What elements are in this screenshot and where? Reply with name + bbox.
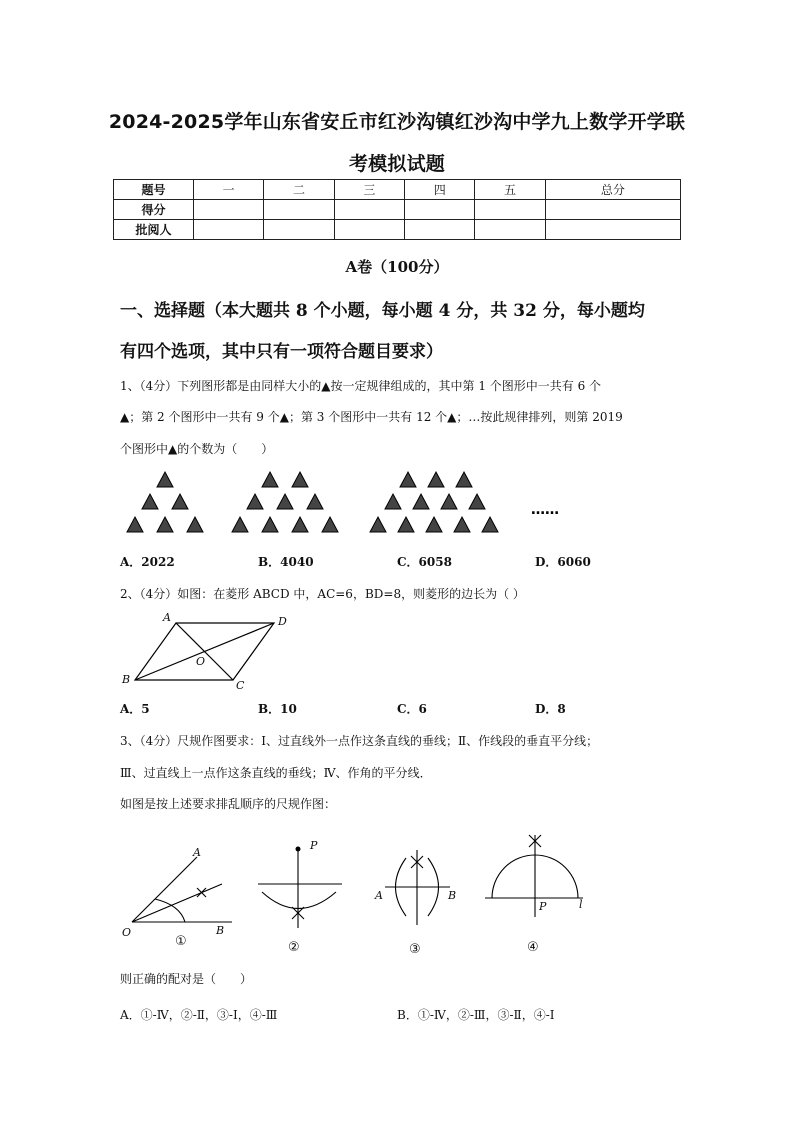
q2-option-c[interactable]: C．6 <box>397 702 427 716</box>
page-title-line1: 2024-2025学年山东省安丘市红沙沟镇红沙沟中学九上数学开学联 <box>108 111 686 133</box>
q2-option-d[interactable]: D．8 <box>535 702 566 716</box>
label-o: O <box>196 655 206 668</box>
q1-line1: 1、（4分）下列图形都是由同样大小的▲按一定规律组成的，其中第 1 个图形中一共有 6 个 <box>120 379 602 393</box>
q1-line2: ▲；第 2 个图形中一共有 9 个▲；第 3 个图形中一共有 12 个▲；…按此规律排列，则第 2019 <box>120 410 623 424</box>
fig2-point-p <box>296 847 301 852</box>
q1-option-c[interactable]: C．6058 <box>397 555 452 569</box>
score-row-label: 批阅人 <box>114 220 194 240</box>
construction-figure-1 <box>132 857 232 922</box>
score-row-label: 得分 <box>114 200 194 220</box>
fig3-number: ③ <box>409 942 421 957</box>
fig3-label-b: B <box>448 889 457 902</box>
label-b: B <box>122 673 131 686</box>
q3-question: 则正确的配对是（ ） <box>120 972 253 986</box>
q1-option-d[interactable]: D．6060 <box>535 555 591 569</box>
fig1-label-b: B <box>216 924 225 937</box>
construction-figure-4 <box>485 835 583 917</box>
q2-option-b[interactable]: B．10 <box>258 702 297 716</box>
score-header-cell: 总分 <box>545 180 680 200</box>
fig2-number: ② <box>288 940 300 955</box>
fig1-number: ① <box>175 934 187 949</box>
fig4-label-l: l <box>579 898 583 911</box>
q2-option-a[interactable]: A．5 <box>120 702 150 716</box>
fig1-label-a: A <box>193 846 201 859</box>
score-header-cell: 二 <box>264 180 334 200</box>
score-header-cell: 五 <box>475 180 545 200</box>
q1-option-b[interactable]: B．4040 <box>258 555 314 569</box>
part1-heading-line1: 一、选择题（本大题共 8 个小题，每小题 4 分，共 32 分，每小题均 <box>120 301 645 321</box>
score-header-cell: 四 <box>405 180 475 200</box>
q3-line1: 3、（4分）尺规作图要求：Ⅰ、过直线外一点作这条直线的垂线；Ⅱ、作线段的垂直平分线； <box>120 734 599 748</box>
construction-figure-2 <box>258 848 342 928</box>
score-header-cell: 三 <box>334 180 404 200</box>
label-a: A <box>163 611 171 624</box>
label-d: D <box>278 615 287 628</box>
label-c: C <box>236 679 245 692</box>
construction-figure-3 <box>385 850 450 925</box>
q1-ellipsis: …… <box>531 502 559 518</box>
score-header-cell: 题号 <box>114 180 194 200</box>
fig3-label-a: A <box>375 889 383 902</box>
fig4-label-p: P <box>539 900 547 913</box>
q2-text: 2、（4分）如图：在菱形 ABCD 中，AC=6，BD=8，则菱形的边长为（ ） <box>120 587 525 601</box>
page-title-line2: 考模拟试题 <box>348 153 445 175</box>
fig2-label-p: P <box>310 839 318 852</box>
fig1-label-o: O <box>122 926 132 939</box>
q1-option-a[interactable]: A．2022 <box>120 555 175 569</box>
q3-option-a[interactable]: A．①-Ⅳ，②-Ⅱ，③-Ⅰ，④-Ⅲ <box>120 1008 278 1022</box>
score-header-cell: 一 <box>194 180 264 200</box>
part1-heading-line2: 有四个选项，其中只有一项符合题目要求） <box>120 342 443 362</box>
q3-line3: 如图是按上述要求排乱顺序的尺规作图： <box>120 797 337 811</box>
q3-option-b[interactable]: B．①-Ⅳ，②-Ⅲ，③-Ⅱ，④-Ⅰ <box>397 1008 555 1022</box>
fig4-number: ④ <box>527 940 539 955</box>
q1-line3: 个图形中▲的个数为（ ） <box>120 442 274 456</box>
q3-line2: Ⅲ、过直线上一点作这条直线的垂线；Ⅳ、作角的平分线． <box>120 766 432 780</box>
section-a-title: A卷（100分） <box>345 258 449 276</box>
